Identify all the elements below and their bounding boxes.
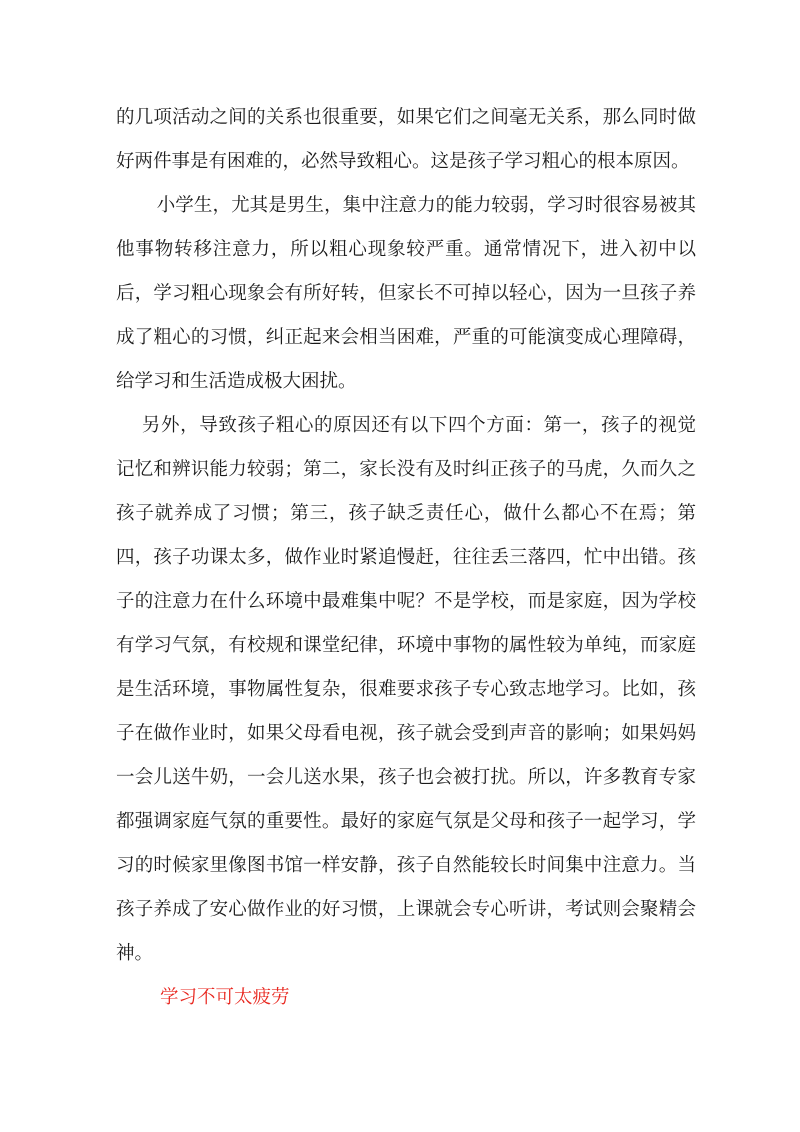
section-heading: 学习不可太疲劳 [160, 987, 290, 1008]
document-body [116, 96, 696, 1020]
paragraph-2: 小学生，尤其是男生，集中注意力的能力较弱，学习时很容易被其他事物转移注意力，所以粗心现象较严重。通常情况下，进入初中以后，学习粗心现象会有所好转，但家长不可掉以轻心，因为一旦孩子养成了粗心的习惯，纠正起来会相当困难，严重的可能演变成心理障碍，给学习和生活造成极大困扰。 [116, 195, 696, 392]
paragraph-1: 的几项活动之间的关系也很重要，如果它们之间毫无关系，那么同时做好两件事是有困难的，必然导致粗心。这是孩子学习粗心的根本原因。 [116, 107, 696, 172]
paragraph-3: 另外，导致孩子粗心的原因还有以下四个方面：第一，孩子的视觉记忆和辨识能力较弱；第二，家长没有及时纠正孩子的马虎，久而久之孩子就养成了习惯；第三，孩子缺乏责任心，做什么都心不在焉；第四，孩子功课太多，做作业时紧追慢赶，往往丢三落四，忙中出错。孩子的注意力在什么环境中最难集中呢？不是学校，而是家庭，因为学校有学习气氛，有校规和课堂纪律，环境中事物的属性较为单纯，而家庭是生活环境，事物属性复杂，很难要求孩子专心致志地学习。比如，孩子在做作业时，如果父母看电视，孩子就会受到声音的影响；如果妈妈一会儿送牛奶，一会儿送水果，孩子也会被打扰。所以，许多教育专家都强调家庭气氛的重要性。最好的家庭气氛是父母和孩子一起学习，学习的时候家里像图书馆一样安静，孩子自然能较长时间集中注意力。当孩子养成了安心做作业的好习惯，上课就会专心听讲，考试则会聚精会神。 [116, 415, 696, 964]
